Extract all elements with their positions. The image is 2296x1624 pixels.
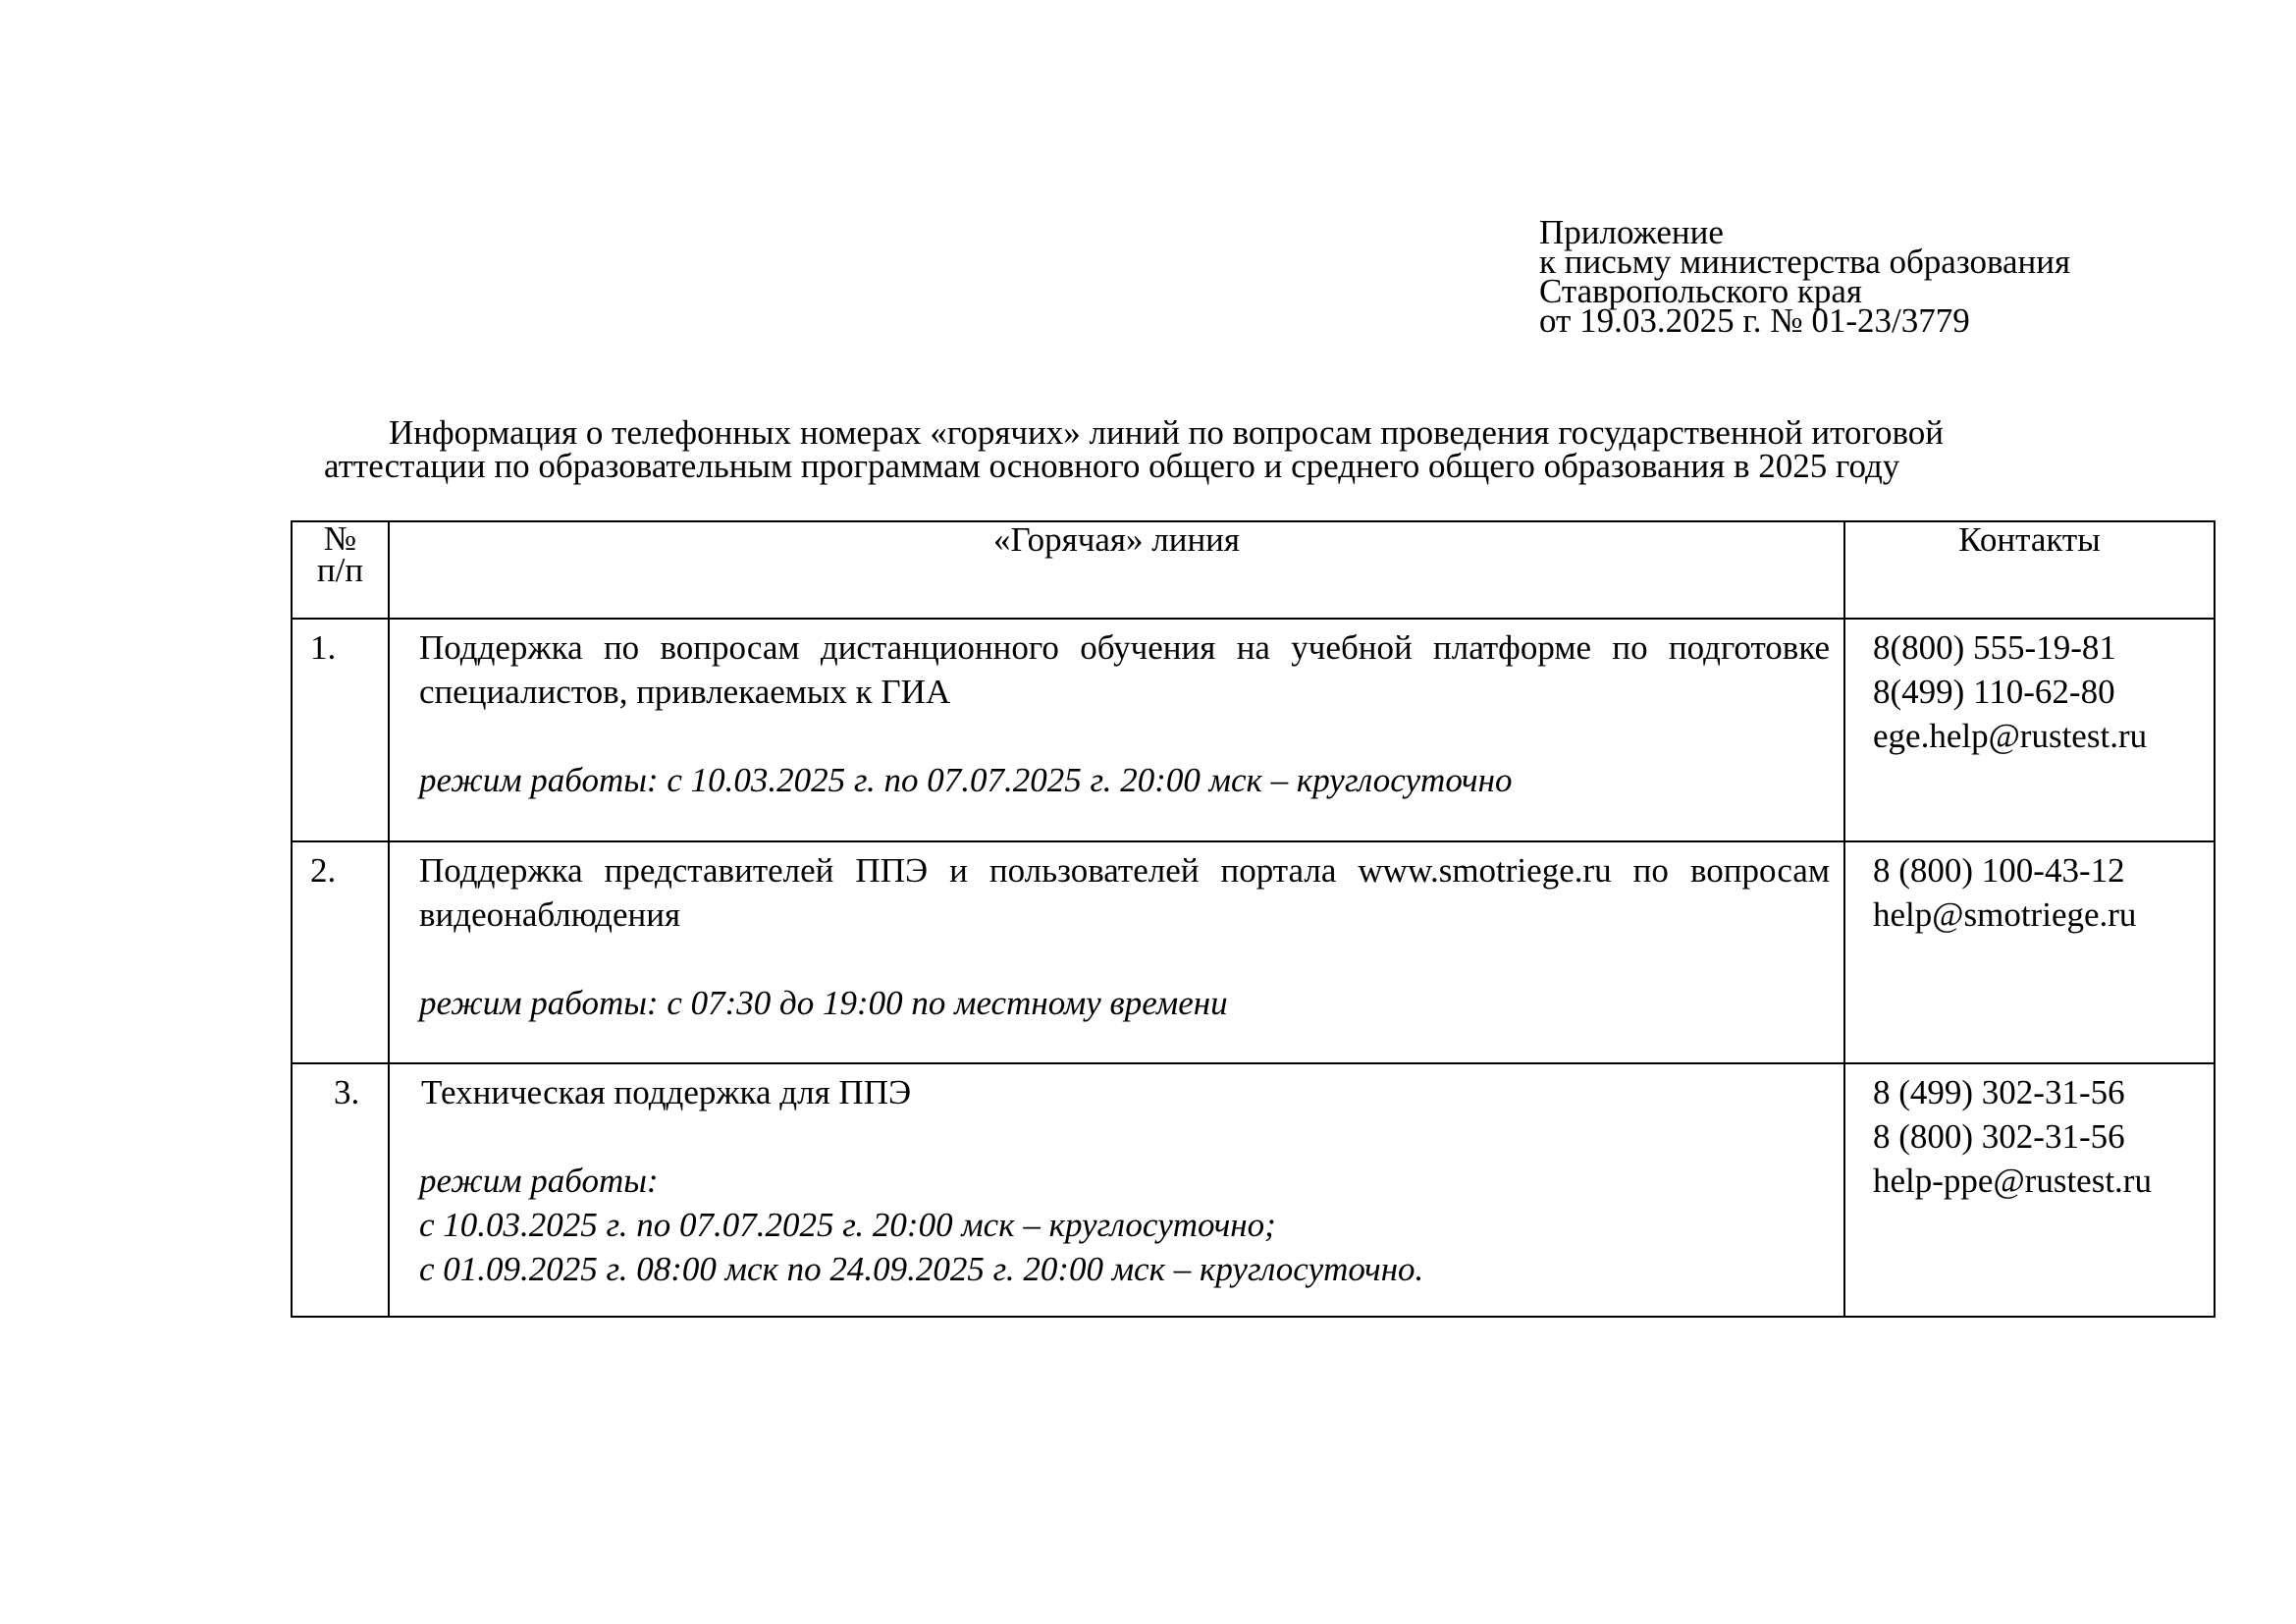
- contact-email: help-ppe@rustest.ru: [1873, 1162, 2152, 1200]
- header-number-sign: №: [323, 519, 357, 558]
- appendix-block: [1539, 213, 2071, 340]
- hotline-description: Техническая поддержка для ППЭ: [421, 1073, 912, 1111]
- contact-phone: 8 (800) 302-31-56: [1873, 1117, 2125, 1156]
- appendix-line: Ставропольского края: [1539, 272, 1862, 310]
- work-mode: режим работы: с 07:30 до 19:00 по местному времени: [419, 984, 1228, 1022]
- work-mode: режим работы:: [419, 1162, 659, 1200]
- work-mode-period: с 01.09.2025 г. 08:00 мск по 24.09.2025 г. 20:00 мск – круглосуточно.: [419, 1250, 1424, 1288]
- hotline-description: Поддержка по вопросам дистанционного обучения на учебной платформе по подготовке специалистов, привлекаемых к ГИА: [419, 628, 1830, 711]
- document-title: [324, 413, 2150, 485]
- table-row: [292, 1063, 2215, 1317]
- hotlines-table: [291, 520, 2216, 1318]
- table-header-row: [292, 521, 2215, 619]
- row-number: 1.: [292, 619, 389, 841]
- contacts-cell: [1844, 841, 2215, 1063]
- contacts-cell: [1844, 1063, 2215, 1317]
- contact-email: ege.help@rustest.ru: [1873, 717, 2148, 755]
- table-row: [292, 619, 2215, 841]
- contact-phone: 8(499) 110-62-80: [1873, 673, 2115, 711]
- contact-email: help@smotriege.ru: [1873, 895, 2137, 934]
- row-number: 3.: [292, 1063, 389, 1317]
- hotline-description: Поддержка представителей ППЭ и пользователей портала www.smotriege.ru по вопросам видеонаблюдения: [419, 851, 1830, 934]
- row-number: 2.: [292, 841, 389, 1063]
- contact-phone: 8(800) 555-19-81: [1873, 628, 2116, 667]
- appendix-line: от 19.03.2025 г. № 01-23/3779: [1539, 301, 1970, 340]
- header-number-pp: п/п: [316, 551, 364, 589]
- work-mode-period: с 10.03.2025 г. по 07.07.2025 г. 20:00 мск – круглосуточно;: [419, 1206, 1276, 1244]
- appendix-line: к письму министерства образования: [1539, 243, 2071, 281]
- header-contacts: Контакты: [1844, 521, 2215, 619]
- contact-phone: 8 (499) 302-31-56: [1873, 1073, 2125, 1111]
- header-number: [292, 521, 389, 619]
- table-row: [292, 841, 2215, 1063]
- hotline-cell: [389, 619, 1844, 841]
- work-mode: режим работы: с 10.03.2025 г. по 07.07.2025 г. 20:00 мск – круглосуточно: [419, 761, 1513, 799]
- title-line-1: Информация о телефонных номерах «горячих» линий по вопросам проведения государственной итоговой: [389, 413, 1944, 452]
- contact-phone: 8 (800) 100-43-12: [1873, 851, 2125, 890]
- hotline-cell: [389, 841, 1844, 1063]
- title-line-2: аттестации по образовательным программам основного общего и среднего общего образования в 2025 году: [324, 447, 1900, 485]
- appendix-line: Приложение: [1539, 213, 1724, 251]
- hotline-cell: [389, 1063, 1844, 1317]
- contacts-cell: [1844, 619, 2215, 841]
- header-hotline: «Горячая» линия: [389, 521, 1844, 619]
